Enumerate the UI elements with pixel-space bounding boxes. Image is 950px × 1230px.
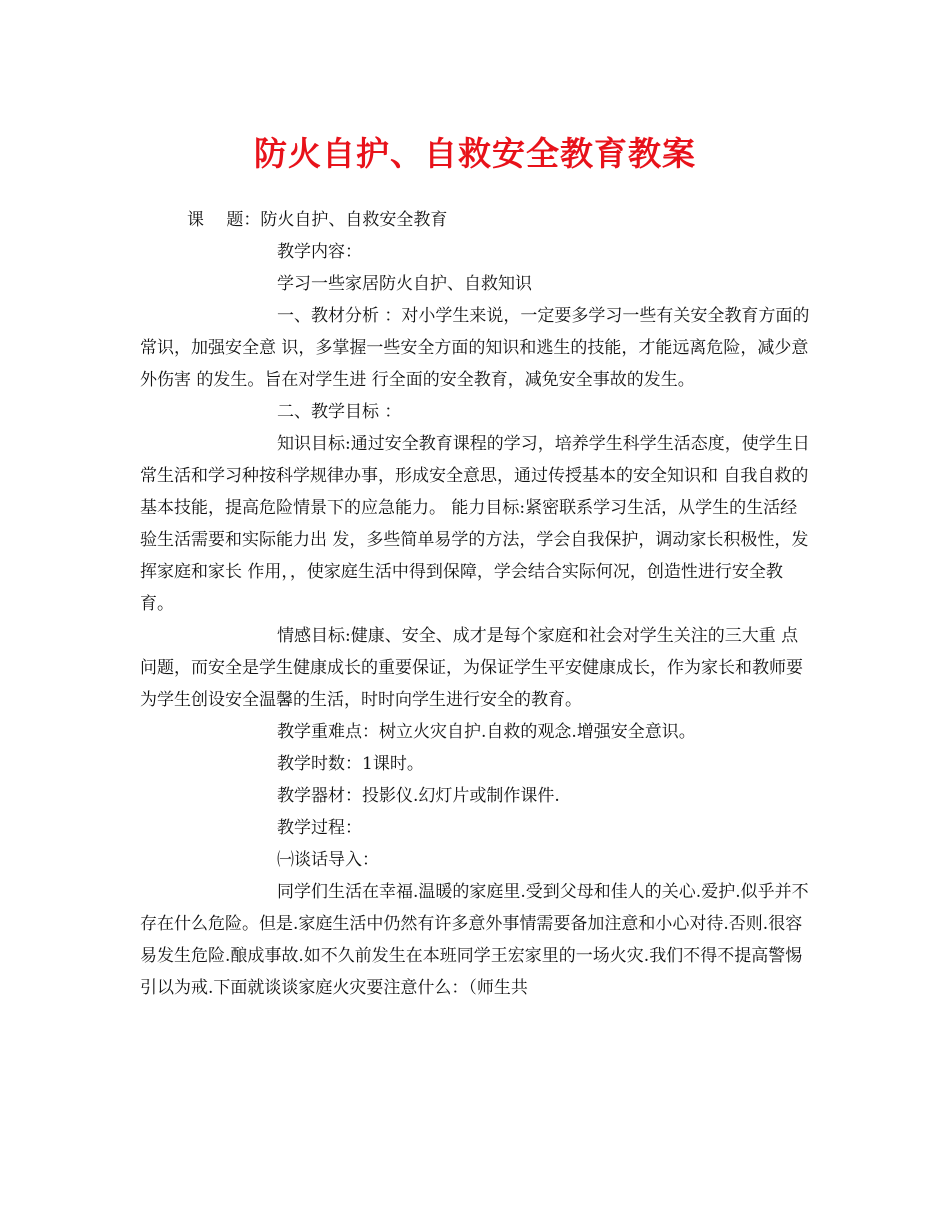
paragraph-key-points: 教学重难点：树立火灾自护.自救的观念.增强安全意识。 bbox=[277, 722, 696, 742]
paragraph-teaching-content: 学习一些家居防火自护、自救知识 bbox=[277, 274, 532, 294]
paragraph-process-heading: 教学过程： bbox=[277, 818, 362, 838]
document-title: 防火自护、自救安全教育教案 bbox=[254, 134, 696, 173]
paragraph-teaching-goals-heading: 二、教学目标 ： bbox=[277, 402, 402, 422]
paragraph-teaching-content-heading: 教学内容： bbox=[277, 242, 362, 262]
paragraph-knowledge-goal: 知识目标:通过安全教育课程的学习，培养学生科学生活态度，使学生日 常生活和学习种按科学规律办事，形成安全意思，通过传授基本的安全知识和 自我自救的基本技能，提高危险情景下的应急能力。 能力目标:紧密联系学习生活，从学生的生活经验生活需要和实际能力出 发，多些简单易学的方法，学会自我保护，调动家长积极性，发挥家庭和家长 作用，，使家庭生活中得到保障，学会结合实际何况，创造性进行安全教育。 bbox=[140, 434, 810, 614]
paragraph-material-analysis: 一、教材分析 ：对小学生来说，一定要多学习一些有关安全教育方面的常识，加强安全意 识，多掌握一些安全方面的知识和逃生的技能，才能远离危险，减少意外伤害 的发生。旨在对学生进 行全面的安全教育，减免安全事故的发生。 bbox=[140, 306, 810, 390]
paragraph-equipment: 教学器材：投影仪.幻灯片或制作课件. bbox=[277, 786, 560, 806]
document-body bbox=[140, 204, 812, 1004]
paragraph-course-topic: 课 题：防火自护、自救安全教育 bbox=[187, 210, 448, 230]
paragraph-intro-talk: 同学们生活在幸福.温暖的家庭里.受到父母和佳人的关心.爱护.似乎并不存在什么危险。但是.家庭生活中仍然有许多意外事情需要备加注意和小心对待.否则.很容易发生危险.酿成事故.如不久前发生在本班同学王宏家里的一场火灾.我们不得不提高警惕引以为戒.下面就谈谈家庭火灾要注意什么：（师生共 bbox=[140, 882, 809, 998]
paragraph-class-hours: 教学时数：1课时。 bbox=[277, 754, 424, 774]
paragraph-intro-heading: ㈠谈话导入： bbox=[277, 850, 379, 870]
paragraph-emotional-goal: 情感目标:健康、安全、成才是每个家庭和社会对学生关注的三大重 点问题，而安全是学生健康成长的重要保证，为保证学生平安健康成长，作为家长和教师要为学生创设安全温馨的生活，时时向学生进行安全的教育。 bbox=[140, 626, 803, 710]
